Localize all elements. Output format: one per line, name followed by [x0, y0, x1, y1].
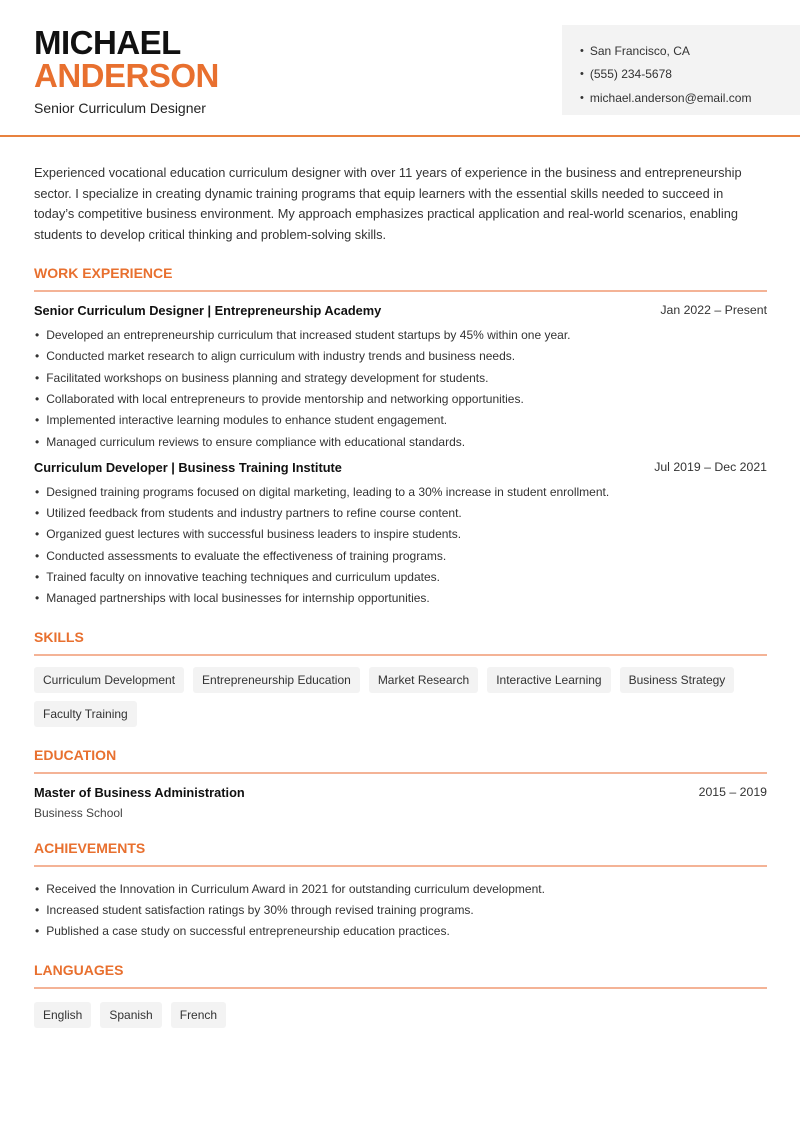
achievement-item: • Published a case study on successful entrepreneurship education practices.: [34, 921, 767, 942]
skill-tag: Business Strategy: [620, 667, 735, 693]
section-heading: LANGUAGES: [34, 962, 767, 989]
job-title: Curriculum Developer | Business Training Institute: [34, 460, 342, 476]
school: Business School: [34, 805, 123, 820]
section-heading: SKILLS: [34, 629, 767, 656]
section-heading: WORK EXPERIENCE: [34, 265, 767, 292]
bullet-item: • Managed curriculum reviews to ensure compliance with educational standards.: [34, 431, 767, 452]
bullet-item: • Conducted market research to align curriculum with industry trends and business needs.: [34, 346, 767, 367]
skill-tag: Interactive Learning: [487, 667, 610, 693]
bullet-item: • Managed partnerships with local businesses for internship opportunities.: [34, 588, 767, 609]
education-dates: 2015 – 2019: [698, 784, 767, 799]
skill-tag: Faculty Training: [34, 701, 137, 727]
achievement-item: • Received the Innovation in Curriculum Award in 2021 for outstanding curriculum development.: [34, 878, 767, 899]
job-title: Senior Curriculum Designer | Entrepreneurship Academy: [34, 303, 382, 319]
first-name: MICHAEL: [34, 24, 181, 61]
job-bullets: [34, 481, 767, 609]
bullet-item: • Trained faculty on innovative teaching techniques and curriculum updates.: [34, 566, 767, 587]
job-title: Senior Curriculum Designer: [34, 100, 206, 116]
contact-box: [562, 25, 800, 115]
skill-tag: Market Research: [369, 667, 478, 693]
achievements-section: [34, 840, 767, 942]
language-tag: Spanish: [100, 1002, 161, 1028]
job-entry: [34, 303, 767, 452]
language-tag: French: [171, 1002, 226, 1028]
bullet-item: • Implemented interactive learning modules to enhance student engagement.: [34, 410, 767, 431]
skill-tag: Curriculum Development: [34, 667, 184, 693]
section-heading: EDUCATION: [34, 747, 767, 774]
resume-header: [0, 0, 800, 137]
bullet-item: • Developed an entrepreneurship curriculum that increased student startups by 45% within one year.: [34, 324, 767, 345]
last-name: ANDERSON: [34, 57, 219, 94]
language-tag: English: [34, 1002, 91, 1028]
job-bullets: [34, 324, 767, 452]
bullet-item: • Organized guest lectures with successful business leaders to inspire students.: [34, 524, 767, 545]
contact-email[interactable]: • michael.anderson@email.com: [580, 86, 800, 110]
skill-tag: Entrepreneurship Education: [193, 667, 360, 693]
job-dates: Jul 2019 – Dec 2021: [654, 460, 767, 475]
job-header: [34, 460, 767, 475]
summary: Experienced vocational education curriculum designer with over 11 years of experience in the business and entrepreneurship sector. I specialize in creating dynamic training programs that equip learners with the essential skills needed to succeed in today’s competitive business environment. My approach emphasizes practical application and real-world scenarios, enabling students to develop critical thinking and problem-solving skills.: [34, 165, 742, 242]
job-entry: [34, 460, 767, 609]
contact-phone: • (555) 234-5678: [580, 63, 800, 87]
contact-location: • San Francisco, CA: [580, 39, 800, 63]
languages-section: [34, 962, 767, 1028]
job-dates: Jan 2022 – Present: [660, 303, 767, 318]
job-header: [34, 303, 767, 318]
bullet-item: • Conducted assessments to evaluate the effectiveness of training programs.: [34, 545, 767, 566]
education-section: [34, 747, 767, 820]
bullet-item: • Utilized feedback from students and industry partners to refine course content.: [34, 502, 767, 523]
section-heading: ACHIEVEMENTS: [34, 840, 767, 867]
bullet-item: • Facilitated workshops on business planning and strategy development for students.: [34, 367, 767, 388]
achievement-item: • Increased student satisfaction ratings by 30% through revised training programs.: [34, 899, 767, 920]
bullet-item: • Designed training programs focused on digital marketing, leading to a 30% increase in student enrollment.: [34, 481, 767, 502]
degree: Master of Business Administration: [34, 784, 245, 800]
work-experience-section: [34, 265, 767, 609]
bullet-item: • Collaborated with local entrepreneurs to provide mentorship and networking opportunities.: [34, 388, 767, 409]
skills-section: [34, 629, 767, 727]
